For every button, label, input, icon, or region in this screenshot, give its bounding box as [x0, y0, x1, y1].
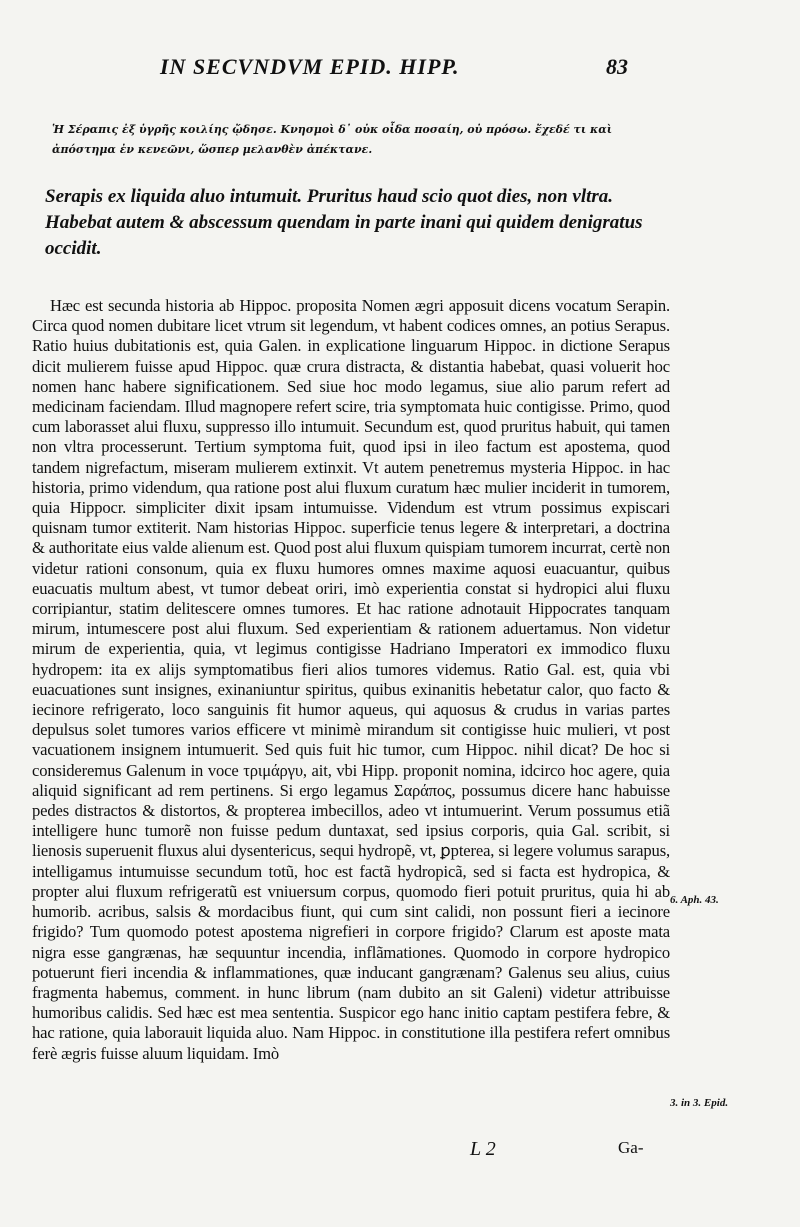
running-header: IN SECVNDVM EPID. HIPP.	[160, 54, 460, 79]
commentary-body	[32, 296, 670, 1064]
signature-mark: L 2	[470, 1138, 496, 1160]
margin-note: 6. Aph. 43.	[670, 894, 719, 906]
margin-note: 3. in 3. Epid.	[670, 1097, 729, 1109]
page-number: 83	[606, 54, 628, 79]
commentary-paragraph: Hæc est secunda historia ab Hippoc. proposita Nomen ægri apposuit dicens vocatum Serapin. Circa quod nomen dubitare licet vtrum sit legendum, vt habent codices omnes, an potius Serapus. Ratio huius dubitationis est, quia Galen. in explicatione linguarum Hippoc. in dictione Serapus dicit mulierem fuisse apud Hippoc. quæ crura distracta, & distantia habebat, quasi voluerit hoc nomen hanc habere significationem. Sed siue hoc modo legamus, siue alio parum refert ad medicinam faciendam. Illud magnopere refert scire, tria symptomata huic contigisse. Primo, quod cum laborasset alui fluxu, suppresso illo intumuit. Secundum est, quod pruritus habuit, qui tamen non vltra processerunt. Tertium symptoma fuit, quod ipsi in ileo factum est apostema, quod tandem nigrefactum, miseram mulierem extinxit. Vt autem penetremus mysteria Hippoc. in hac historia, primo videndum, qua ratione post alui fluxum curatum hæc mulier inciderit in tumorem, quia Hippocr. simpliciter dixit ipsam intumuisse. Videndum est vtrum possimus expiscari quisnam tumor extiterit. Nam historias Hippoc. superficie tenus legere & interpretari, a doctrina & authoritate eius valde alienum est. Quod post alui fluxum quispiam tumorem incurrat, certè non videtur rationi consonum, quia ex fluxu humores omnes maxime aquosi euacuantur, quibus euacuatis multum abest, vt tumor debeat oriri, imò experientia constat si hydropici alui fluxu corripiantur, statim delitescere omnes tumores. Et hac ratione adnotauit Hippocrates tanquam mirum, intumescere post alui fluxum. Sed experientiam & rationem aduertamus. Non videtur mirum de experientia, quia, vt legimus contigisse Hadriano Imperatori ex immodico fluxu hydropem: ita ex alijs symptomatibus fieri alios tumores videmus. Ratio Gal. est, quia vbi euacuationes sunt insignes, exinaniuntur spiritus, quibus exinanitis hebetatur calor, quo facto & iecinore refrigerato, loco sanguinis fit humor aqueus, qui aquosus & crudus in varias partes depulsus solet tumores varios efficere vt minimè mirandum sit contigisse huic mulieri, vt post vacuationem insignem intumuerit. Sed quis fuit hic tumor, cum Hippoc. nihil dicat? De hoc si consideremus Galenum in voce τριμάργυ, ait, vbi Hipp. proponit nomina, idcirco hoc agere, quia aliquid significant ad rem pertinens. Si ergo legamus Σαράπος, possumus dicere hanc habuisse pedes distractos & distortos, & propterea imbecillos, adeo vt intumuerint. Verum possumus etiã intelligere hunc tumorẽ non fuisse pedum duntaxat, sed ipsius corporis, quia Gal. scribit, si lienosis superuenit fluxus alui dysentericus, sequi hydropẽ, vt, ꝑpterea, si legere volumus sarapus, intelligamus intumuisse secundum totũ, hoc est factã hydropicã, sed si facta est hydropica, & propter alui fluxum refrigeratũ est vniuersum corpus, quomodo fieri potuit pruritus, quia hi ab humorib. acribus, salsis & mordacibus fiunt, qui cum sint calidi, non possunt fieri a iecinore frigido? Tum quomodo potest apostema nigrefieri in corpore frigido? Clarum est aposte mata nigra esse gangrænas, hæ sequuntur incendia, inflãmationes. Quomodo in corpore hydropico potuerunt fieri incendia & inflammationes, quæ inducant gangrænam? Galenus seu alius, cuius fragmenta habemus, comment. in hunc librum (nam dubito an sit Galeni) videtur attribuisse humoribus calidis. Sed hæc est mea sententia. Suspicor ego hanc initio captam pestifera febre, & hac ratione, quia laborauit liquida aluo. Nam Hippoc. in constitutione illa pestifera refert omnibus ferè ægris fuisse aluum liquidam. Imò	[32, 296, 670, 1063]
greek-quotation: Ἡ Σέραπις ἐξ ὑγρῆς κοιλίης ᾤδησε. Κνησμοὶ δ᾽ οὐκ οἶδα ποσαίη, οὐ πρόσω. ἔχεδέ τι καὶ ἀπόστημα ἐν κενεῶνι, ὥσπερ μελανθὲν ἀπέκτανε.	[52, 123, 613, 156]
catchword: Ga-	[618, 1138, 644, 1157]
lemma-text: Serapis ex liquida aluo intumuit. Pruritus haud scio quot dies, non vltra. Habebat autem & abscessum quendam in parte inani qui quidem denigratus occidit.	[45, 186, 643, 259]
